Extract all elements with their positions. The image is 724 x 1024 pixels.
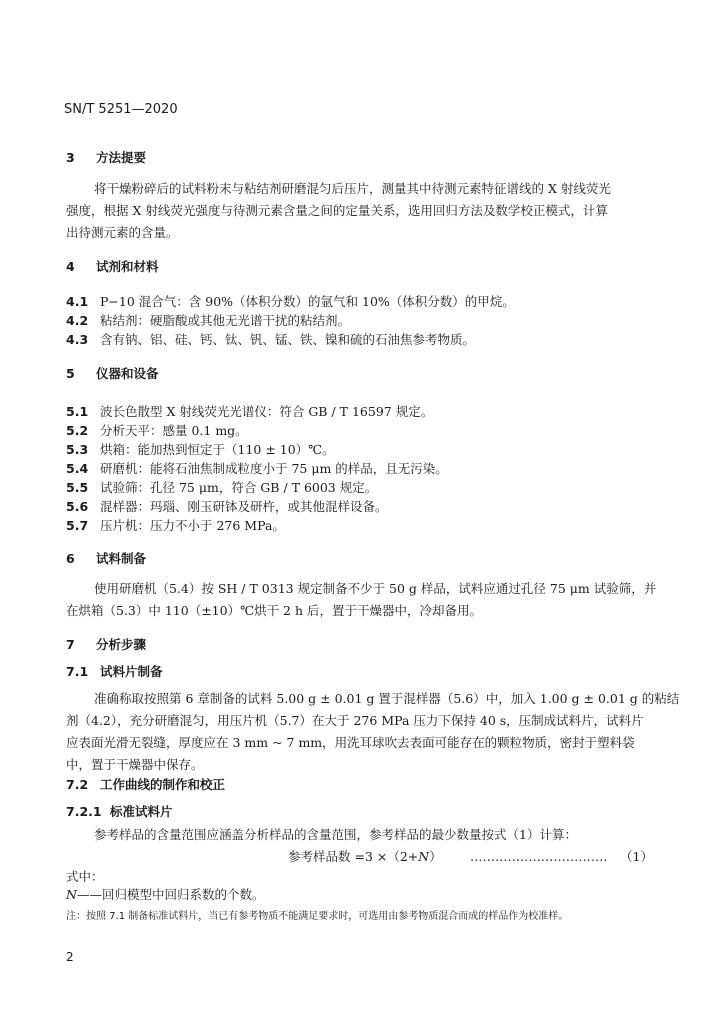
standard-code: SN/T 5251—2020: [64, 102, 178, 117]
where-label: 式中：: [66, 869, 104, 884]
paragraph-line: 应表面光滑无裂缝，厚度应在 3 mm ~ 7 mm，用洗耳球吹去表面可能存在的颗粒物质，密封于塑料袋: [66, 735, 635, 750]
section-number: 5: [66, 366, 75, 381]
section-title: 仪器和设备: [96, 366, 159, 381]
section-number: 3: [66, 150, 75, 165]
section-title: 方法提要: [96, 150, 147, 165]
section-heading-3: [66, 148, 146, 166]
section-title: 分析步骤: [96, 637, 147, 652]
list-item: 5.3 烘箱：能加热到恒定于（110 ± 10）℃。: [66, 442, 335, 457]
subsection-number: 7.2: [66, 777, 89, 792]
formula-leader: ……………………………: [470, 849, 608, 864]
list-item: 5.2 分析天平：感量 0.1 mg。: [66, 423, 248, 438]
section-heading-5: [66, 364, 159, 382]
paragraph-line: 强度，根据 X 射线荧光强度与待测元素含量之间的定量关系，选用回归方法及数学校正模式，计算: [66, 203, 608, 218]
section-title: 试料制备: [96, 551, 147, 566]
list-item: 5.7 压片机：压力不小于 276 MPa。: [66, 518, 285, 533]
subsection-title: 工作曲线的制作和校正: [100, 777, 226, 792]
subsection-heading-7-1: [66, 662, 163, 680]
page-number: 2: [66, 950, 74, 964]
section-heading-6: [66, 549, 146, 567]
section-number: 7: [66, 637, 75, 652]
paragraph-line: 在烘箱（5.3）中 110（±10）℃烘干 2 h 后，置于干燥器中，冷却备用。: [66, 603, 482, 618]
section-number: 6: [66, 551, 75, 566]
paragraph-line: 参考样品的含量范围应涵盖分析样品的含量范围，参考样品的最少数量按式（1）计算：: [94, 827, 577, 842]
list-item: 5.1 波长色散型 X 射线荧光光谱仪：符合 GB / T 16597 规定。: [66, 404, 434, 419]
paragraph-line: 使用研磨机（5.4）按 SH / T 0313 规定制备不少于 50 g 样品，试料应通过孔径 75 μm 试验筛，并: [94, 581, 657, 596]
formula: 参考样品数 =3 ×（2+N）: [288, 849, 442, 864]
subsection-number: 7.2.1: [66, 804, 102, 819]
paragraph-line: 准确称取按照第 6 章制备的试料 5.00 g ± 0.01 g 置于混样器（5.6）中，加入 1.00 g ± 0.01 g 的粘结: [94, 691, 680, 706]
subsection-number: 7.1: [66, 664, 89, 679]
subsection-heading-7-2: [66, 775, 225, 793]
list-item: 5.5 试验筛：孔径 75 μm，符合 GB / T 6003 规定。: [66, 480, 378, 495]
paragraph-line: 剂（4.2），充分研磨混匀，用压片机（5.7）在大于 276 MPa 压力下保持 40 s，压制成试料片，试料片: [66, 713, 644, 728]
section-heading-4: [66, 257, 159, 275]
list-item: 5.6 混样器：玛瑙、刚玉研钵及研杵，或其他混样设备。: [66, 499, 388, 514]
paragraph-line: 出待测元素的含量。: [66, 225, 179, 240]
paragraph-line: 中，置于干燥器中保存。: [66, 757, 204, 772]
section-heading-7: [66, 635, 146, 653]
section-title: 试剂和材料: [96, 259, 159, 274]
list-item: 4.3 含有钠、铝、硅、钙、钛、钒、锰、铁、镍和硫的石油焦参考物质。: [66, 332, 476, 347]
variable-definition: N——回归模型中回归系数的个数。: [66, 887, 265, 902]
list-item: 4.2 粘结剂：硬脂酸或其他无光谱干扰的粘结剂。: [66, 313, 351, 328]
note: 注：按照 7.1 制备标准试料片，当已有参考物质不能满足要求时，可选用由参考物质混合而成的样品作为校准样。: [66, 911, 569, 922]
subsection-title: 标准试料片: [110, 804, 173, 819]
section-number: 4: [66, 259, 75, 274]
paragraph-line: 将干燥粉碎后的试料粉末与粘结剂研磨混匀后压片，测量其中待测元素特征谱线的 X 射线荧光: [94, 181, 611, 196]
list-item: 4.1 P−10 混合气：含 90%（体积分数）的氩气和 10%（体积分数）的甲烷。: [66, 294, 515, 309]
list-item: 5.4 研磨机：能将石油焦制成粒度小于 75 μm 的样品，且无污染。: [66, 461, 448, 476]
formula-number: （1）: [620, 849, 653, 864]
subsection-heading-7-2-1: [66, 802, 173, 820]
subsection-title: 试料片制备: [100, 664, 163, 679]
